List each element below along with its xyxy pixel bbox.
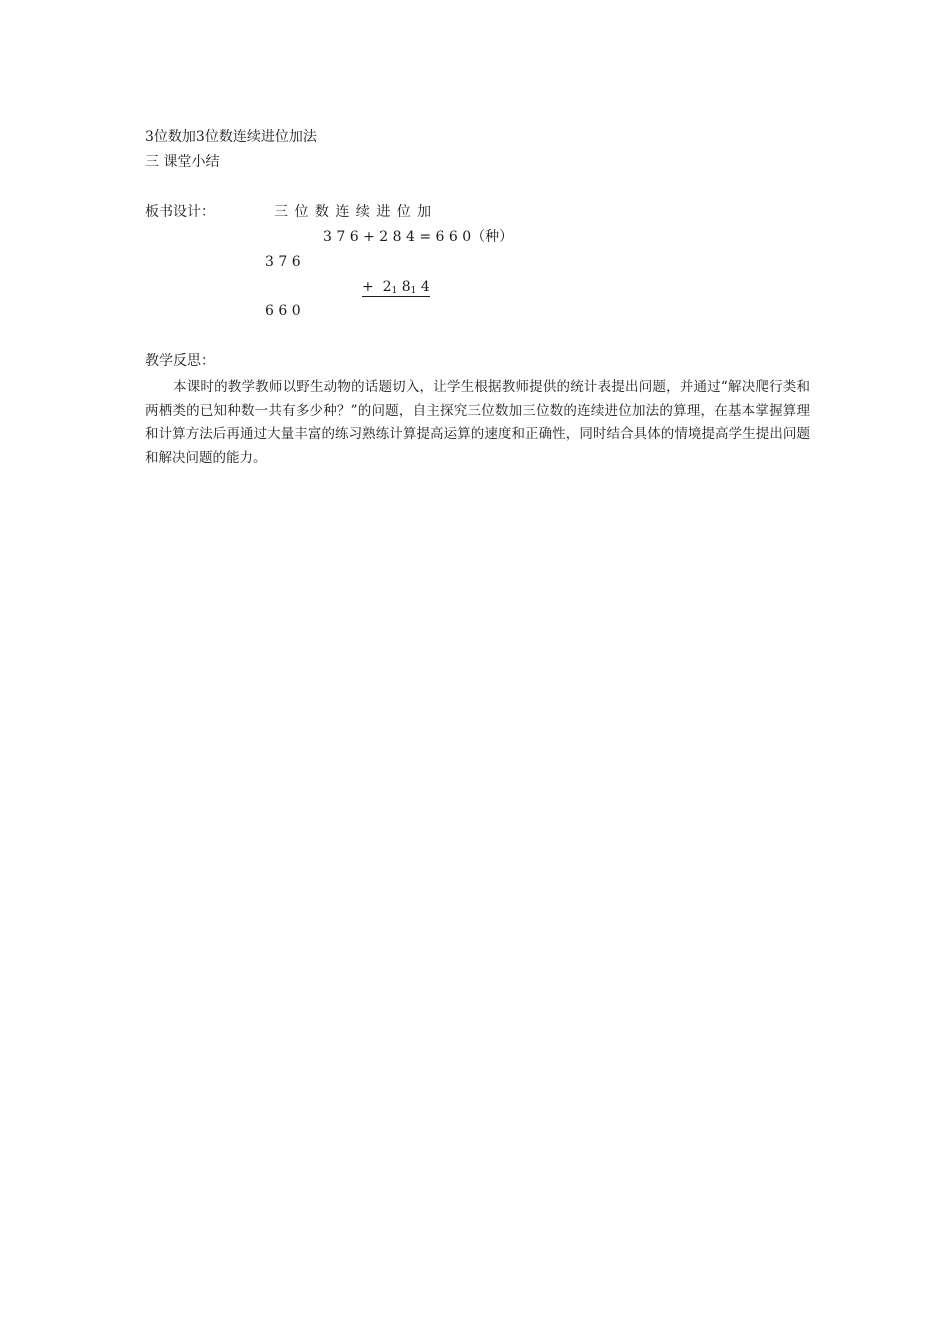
- reflection-label: 教学反思：: [145, 353, 215, 369]
- vertical-addend-one: 3 7 6: [265, 254, 301, 270]
- digit-tens: 8: [401, 279, 411, 295]
- carry-mark: 1: [410, 286, 417, 296]
- carry-mark: 1: [391, 286, 398, 296]
- lesson-title-line: 3位数加3位数连续进位加法: [145, 129, 317, 145]
- vertical-sum: 6 6 0: [265, 303, 301, 319]
- plus-sign: +: [362, 279, 374, 295]
- vertical-addend-two: [362, 278, 430, 300]
- board-design-heading: 三 位 数 连 续 进 位 加: [274, 204, 433, 220]
- addend-two-underlined: [362, 279, 430, 297]
- board-equation: 3 7 6 + 2 8 4 = 6 6 0（种）: [323, 229, 514, 245]
- section-class-summary: 三 课堂小结: [145, 154, 220, 170]
- board-design-label: 板书设计：: [145, 204, 215, 220]
- digit-hundreds: 2: [382, 279, 392, 295]
- reflection-paragraph: 本课时的教学教师以野生动物的话题切入，让学生根据教师提供的统计表提出问题，并通过“解决爬行类和两栖类的已知种数一共有多少种？”的问题，自主探究三位数加三位数的连续进位加法的算理，在基本掌握算理和计算方法后再通过大量丰富的练习熟练计算提高运算的速度和正确性，同时结合具体的情境提高学生提出问题和解决问题的能力。: [145, 379, 810, 466]
- digit-ones: 4: [420, 279, 430, 295]
